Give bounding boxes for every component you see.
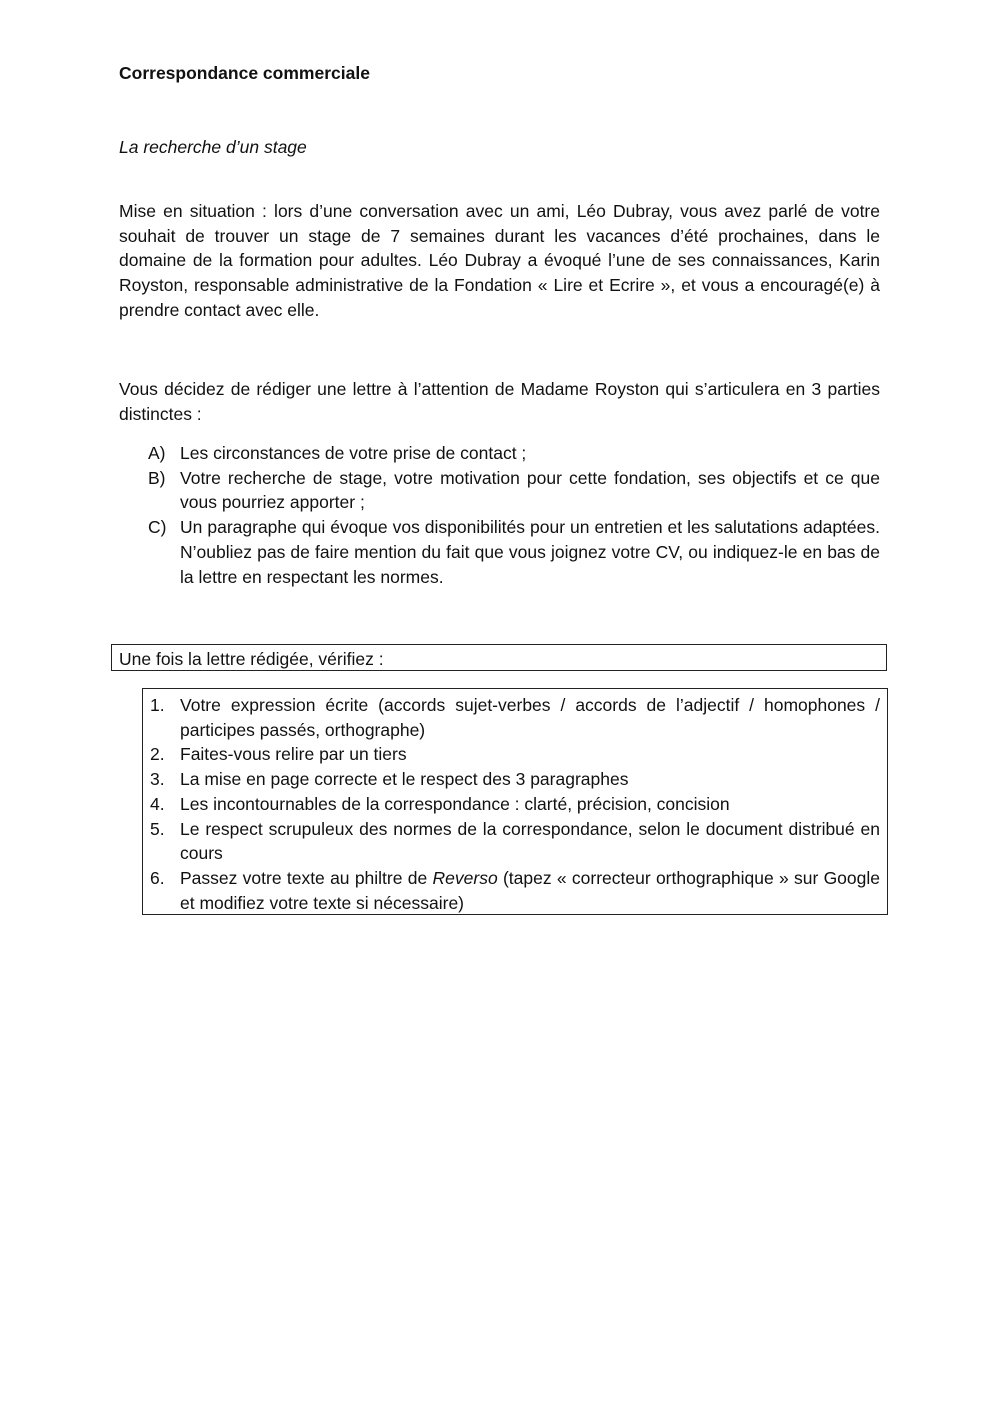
list-item bbox=[143, 866, 880, 915]
list-item bbox=[119, 441, 880, 466]
situation-paragraph: Mise en situation : lors d’une conversation avec un ami, Léo Dubray, vous avez parlé de votre souhait de trouver un stage de 7 semaines durant les vacances d’été prochaines, dans le domaine de la formation pour adultes. Léo Dubray a évoqué l’une de ses connaissances, Karin Royston, responsable administrative de la Fondation « Lire et Ecrire », et vous a encouragé(e) à prendre contact avec elle. bbox=[119, 201, 880, 320]
list-item-text: Votre expression écrite (accords sujet-verbes / accords de l’adjectif / homophones / participes passés, orthographe) bbox=[180, 695, 880, 740]
list-marker: 5. bbox=[150, 818, 165, 839]
checklist-box bbox=[142, 688, 888, 915]
list-marker: 3. bbox=[150, 769, 165, 790]
text-segment: (tapez « correcteur orthographique » sur Google et modifiez votre texte si nécessaire) bbox=[180, 867, 881, 913]
list-marker: B) bbox=[148, 467, 166, 488]
list-item bbox=[143, 742, 880, 767]
checklist bbox=[143, 693, 880, 915]
list-item bbox=[143, 693, 880, 742]
list-marker: 2. bbox=[150, 744, 165, 765]
document-subtitle: La recherche d’un stage bbox=[119, 137, 307, 157]
list-marker: C) bbox=[148, 517, 167, 538]
letter-parts-list bbox=[119, 441, 880, 589]
list-item bbox=[143, 767, 880, 792]
list-item bbox=[119, 466, 880, 515]
list-item-text: Les circonstances de votre prise de contact ; bbox=[180, 443, 527, 463]
list-item-text: Le respect scrupuleux des normes de la correspondance, selon le document distribué en cours bbox=[180, 818, 880, 864]
list-item-text: Faites-vous relire par un tiers bbox=[180, 744, 407, 765]
list-item bbox=[119, 515, 880, 589]
list-marker: A) bbox=[148, 443, 166, 463]
list-item-text: Les incontournables de la correspondance : clarté, précision, concision bbox=[180, 793, 730, 814]
list-item-text: La mise en page correcte et le respect des 3 paragraphes bbox=[180, 769, 629, 790]
instructions-paragraph: Vous décidez de rédiger une lettre à l’attention de Madame Royston qui s’articulera en 3 parties distinctes : bbox=[119, 379, 880, 424]
list-item-text: Un paragraphe qui évoque vos disponibilités pour un entretien et les salutations adaptées. N’oubliez pas de faire mention du fait que vous joignez votre CV, ou indiquez-le en bas de la lettre en respectant les normes. bbox=[180, 517, 880, 587]
text-segment: Passez votre texte au philtre de bbox=[180, 867, 433, 888]
list-marker: 6. bbox=[150, 867, 165, 888]
list-item bbox=[143, 817, 880, 866]
list-item-text bbox=[180, 868, 880, 913]
checklist-heading: Une fois la lettre rédigée, vérifiez : bbox=[119, 649, 384, 669]
list-item-text: Votre recherche de stage, votre motivation pour cette fondation, ses objectifs et ce que vous pourriez apporter ; bbox=[180, 467, 880, 513]
document-title: Correspondance commerciale bbox=[119, 63, 370, 83]
list-marker: 4. bbox=[150, 793, 165, 814]
checklist-heading-box bbox=[111, 644, 887, 671]
list-marker: 1. bbox=[150, 695, 165, 715]
list-item bbox=[143, 792, 880, 817]
reverso-name: Reverso bbox=[432, 867, 498, 888]
